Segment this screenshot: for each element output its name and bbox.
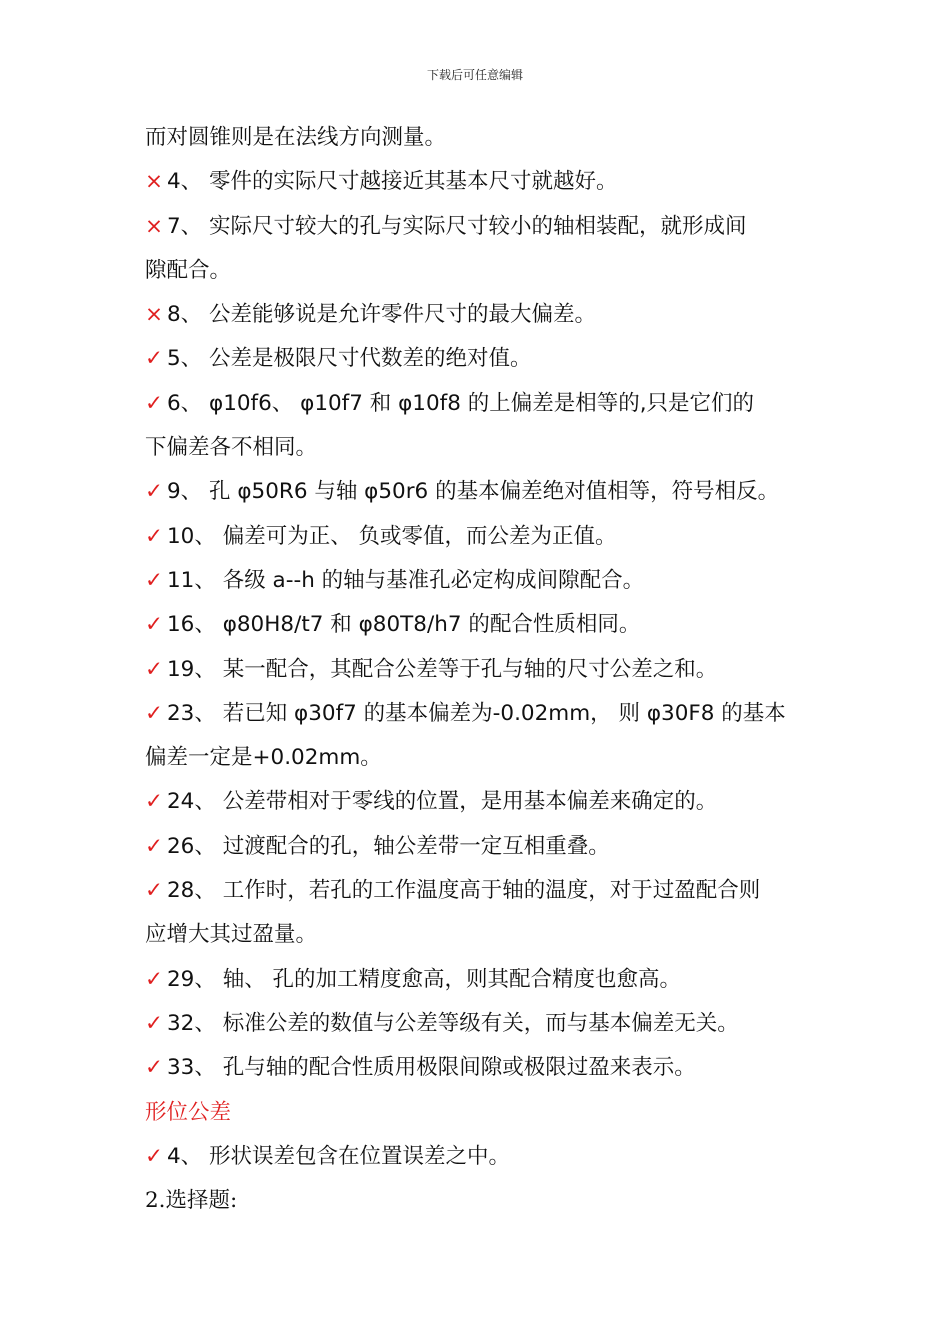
check-mark-icon: ✓ [145, 612, 164, 638]
line-text: 32、 标准公差的数值与公差等级有关，而与基本偏差无关。 [167, 1010, 739, 1036]
line-text: 16、 φ80H8/t7 和 φ80T8/h7 的配合性质相同。 [167, 612, 641, 638]
line-text: 28、 工作时，若孔的工作温度高于轴的温度，对于过盈配合则 [167, 878, 761, 904]
line-text: 10、 偏差可为正、 负或零值，而公差为正值。 [167, 523, 617, 549]
cross-mark-icon: × [145, 213, 164, 239]
check-mark-icon: ✓ [145, 1143, 164, 1169]
line-text: 4、 零件的实际尺寸越接近其基本尺寸就越好。 [167, 169, 618, 195]
document-body [145, 118, 815, 1225]
check-mark-icon: ✓ [145, 390, 164, 416]
line-text: 23、 若已知 φ30f7 的基本偏差为-0.02mm， 则 φ30F8 的基本 [167, 700, 786, 726]
check-mark-icon: ✓ [145, 789, 164, 815]
text-line [145, 428, 815, 472]
line-text: 7、 实际尺寸较大的孔与实际尺寸较小的轴相装配，就形成间 [167, 213, 747, 239]
text-line [145, 1137, 815, 1181]
line-text: 形位公差 [145, 1099, 232, 1125]
check-mark-icon: ✓ [145, 523, 164, 549]
text-line [145, 561, 815, 605]
line-text: 24、 公差带相对于零线的位置，是用基本偏差来确定的。 [167, 789, 718, 815]
text-line [145, 251, 815, 295]
check-mark-icon: ✓ [145, 966, 164, 992]
text-line [145, 1048, 815, 1092]
text-line [145, 1181, 815, 1225]
check-mark-icon: ✓ [145, 656, 164, 682]
line-text: 26、 过渡配合的孔，轴公差带一定互相重叠。 [167, 833, 610, 859]
line-text: 11、 各级 a--h 的轴与基准孔必定构成间隙配合。 [167, 567, 645, 593]
text-line [145, 650, 815, 694]
line-text: 9、 孔 φ50R6 与轴 φ50r6 的基本偏差绝对值相等，符号相反。 [167, 479, 780, 505]
text-line [145, 118, 815, 162]
line-text: 而对圆锥则是在法线方向测量。 [145, 125, 447, 150]
line-text: 5、 公差是极限尺寸代数差的绝对值。 [167, 346, 532, 372]
text-line [145, 605, 815, 649]
line-text: 隙配合。 [145, 257, 232, 283]
check-mark-icon: ✓ [145, 700, 164, 726]
text-line [145, 694, 815, 738]
line-text: 4、 形状误差包含在位置误差之中。 [167, 1143, 511, 1169]
text-line [145, 517, 815, 561]
text-line [145, 207, 815, 251]
line-text: 6、 φ10f6、 φ10f7 和 φ10f8 的上偏差是相等的,只是它们的 [167, 390, 755, 416]
text-line [145, 1004, 815, 1048]
page-header: 下载后可任意编辑 [426, 68, 523, 82]
line-text: 应增大其过盈量。 [145, 922, 318, 948]
line-text: 33、 孔与轴的配合性质用极限间隙或极限过盈来表示。 [167, 1055, 696, 1081]
check-mark-icon: ✓ [145, 878, 164, 904]
check-mark-icon: ✓ [145, 1010, 164, 1036]
line-text: 2.选择题: [145, 1188, 238, 1214]
text-line [145, 871, 815, 915]
check-mark-icon: ✓ [145, 1055, 164, 1081]
check-mark-icon: ✓ [145, 479, 164, 505]
line-text: 8、 公差能够说是允许零件尺寸的最大偏差。 [167, 302, 597, 328]
check-mark-icon: ✓ [145, 346, 164, 372]
line-text: 下偏差各不相同。 [145, 435, 318, 461]
cross-mark-icon: × [145, 169, 164, 195]
line-text: 29、 轴、 孔的加工精度愈高，则其配合精度也愈高。 [167, 966, 682, 992]
line-text: 偏差一定是+0.02mm。 [145, 745, 382, 771]
text-line [145, 960, 815, 1004]
text-line [145, 827, 815, 871]
section-heading [145, 1093, 815, 1137]
text-line [145, 915, 815, 959]
text-line [145, 339, 815, 383]
text-line [145, 472, 815, 516]
check-mark-icon: ✓ [145, 567, 164, 593]
line-text: 19、 某一配合，其配合公差等于孔与轴的尺寸公差之和。 [167, 656, 718, 682]
cross-mark-icon: × [145, 302, 164, 328]
text-line [145, 162, 815, 206]
text-line [145, 384, 815, 428]
text-line [145, 782, 815, 826]
text-line [145, 738, 815, 782]
text-line [145, 295, 815, 339]
check-mark-icon: ✓ [145, 833, 164, 859]
